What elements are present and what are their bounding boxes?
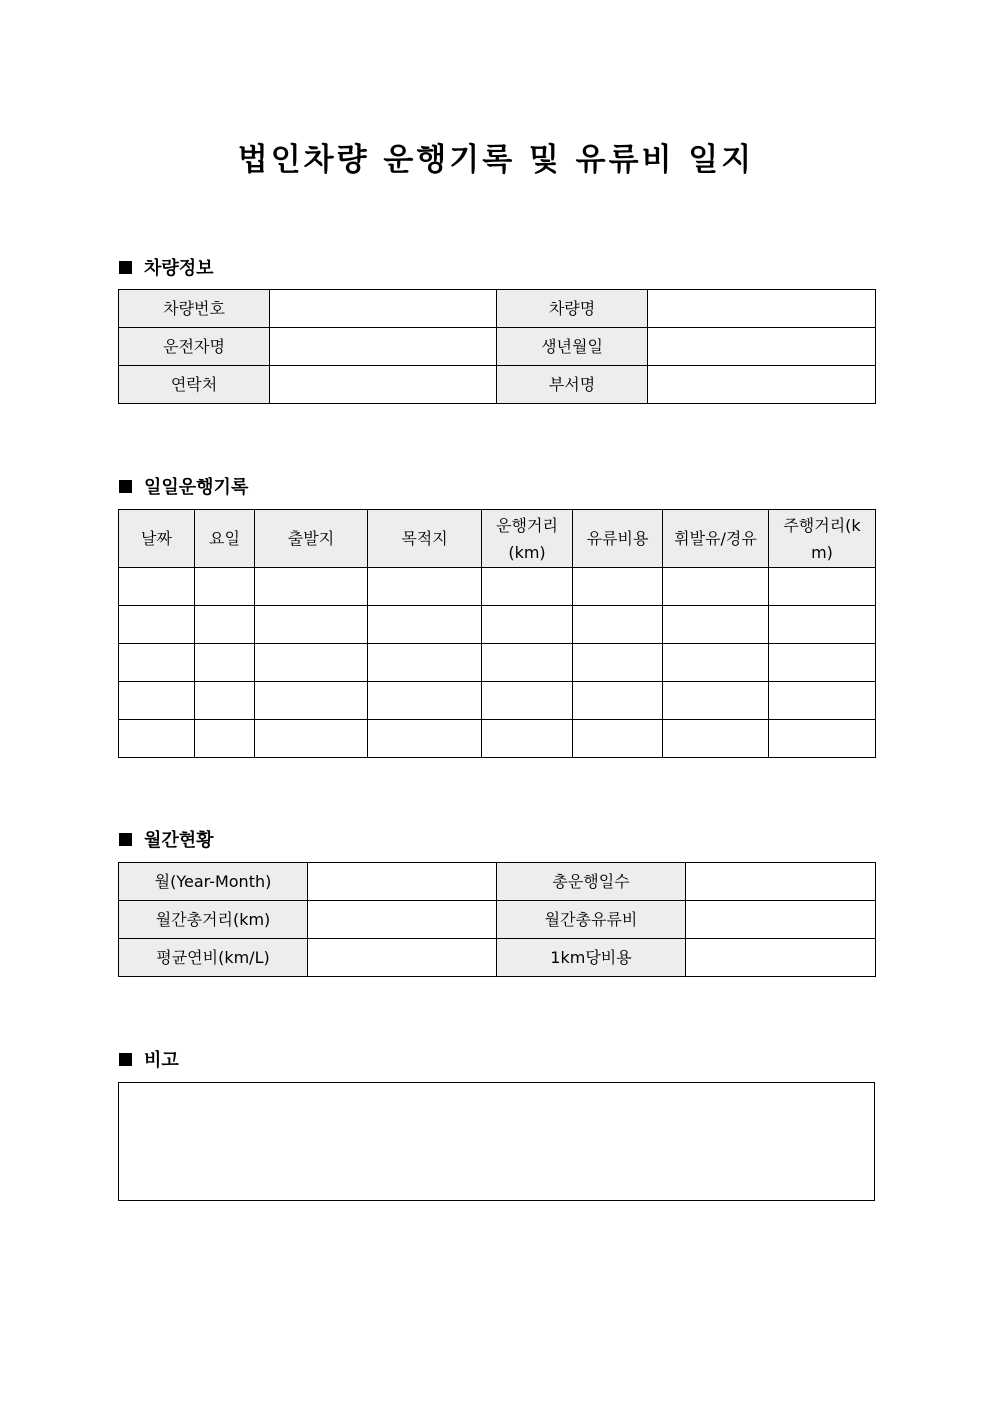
destination-cell[interactable] <box>368 682 482 720</box>
birthdate-label: 생년월일 <box>497 328 648 366</box>
table-header-row <box>119 510 876 568</box>
origin-cell[interactable] <box>255 682 368 720</box>
odometer-cell[interactable] <box>769 682 876 720</box>
department-label: 부서명 <box>497 366 648 404</box>
odometer-cell[interactable] <box>769 568 876 606</box>
col-trip-distance: 운행거리(km) <box>482 510 573 568</box>
table-row <box>119 863 876 901</box>
destination-cell[interactable] <box>368 720 482 758</box>
daily-log-heading <box>119 473 248 499</box>
col-date: 날짜 <box>119 510 195 568</box>
table-row <box>119 568 876 606</box>
vehicle-number-field[interactable] <box>270 290 497 328</box>
origin-cell[interactable] <box>255 720 368 758</box>
monthly-fuel-cost-label: 월간총유류비 <box>497 901 686 939</box>
fuel-cost-cell[interactable] <box>573 682 663 720</box>
table-row <box>119 682 876 720</box>
page-title: 법인차량 운행기록 및 유류비 일지 <box>237 142 755 178</box>
table-row <box>119 901 876 939</box>
monthly-heading <box>119 826 214 852</box>
origin-cell[interactable] <box>255 568 368 606</box>
destination-cell[interactable] <box>368 568 482 606</box>
weekday-cell[interactable] <box>195 644 255 682</box>
destination-cell[interactable] <box>368 606 482 644</box>
square-bullet-icon <box>119 833 132 846</box>
remarks-field[interactable] <box>118 1082 875 1201</box>
month-field[interactable] <box>308 863 497 901</box>
monthly-distance-label: 월간총거리(km) <box>119 901 308 939</box>
date-cell[interactable] <box>119 720 195 758</box>
department-field[interactable] <box>648 366 876 404</box>
fuel-type-cell[interactable] <box>663 644 769 682</box>
vehicle-number-label: 차량번호 <box>119 290 270 328</box>
fuel-type-cell[interactable] <box>663 720 769 758</box>
fuel-cost-cell[interactable] <box>573 568 663 606</box>
avg-efficiency-field[interactable] <box>308 939 497 977</box>
table-row <box>119 606 876 644</box>
weekday-cell[interactable] <box>195 606 255 644</box>
date-cell[interactable] <box>119 682 195 720</box>
monthly-table <box>118 862 876 977</box>
table-row <box>119 644 876 682</box>
vehicle-info-heading <box>119 254 214 280</box>
monthly-distance-field[interactable] <box>308 901 497 939</box>
origin-cell[interactable] <box>255 644 368 682</box>
table-row <box>119 720 876 758</box>
weekday-cell[interactable] <box>195 720 255 758</box>
date-cell[interactable] <box>119 568 195 606</box>
vehicle-name-field[interactable] <box>648 290 876 328</box>
trip-distance-cell[interactable] <box>482 720 573 758</box>
total-days-field[interactable] <box>686 863 876 901</box>
vehicle-name-label: 차량명 <box>497 290 648 328</box>
fuel-type-cell[interactable] <box>663 568 769 606</box>
remarks-heading-text: 비고 <box>144 1050 179 1071</box>
table-row <box>119 939 876 977</box>
col-weekday: 요일 <box>195 510 255 568</box>
driver-name-field[interactable] <box>270 328 497 366</box>
contact-label: 연락처 <box>119 366 270 404</box>
total-days-label: 총운행일수 <box>497 863 686 901</box>
col-fuel-type: 휘발유/경유 <box>663 510 769 568</box>
trip-distance-cell[interactable] <box>482 682 573 720</box>
date-cell[interactable] <box>119 606 195 644</box>
trip-distance-cell[interactable] <box>482 568 573 606</box>
monthly-heading-text: 월간현황 <box>144 830 214 851</box>
table-row <box>119 328 876 366</box>
month-label: 월(Year-Month) <box>119 863 308 901</box>
square-bullet-icon <box>119 480 132 493</box>
destination-cell[interactable] <box>368 644 482 682</box>
daily-log-table <box>118 509 876 758</box>
driver-name-label: 운전자명 <box>119 328 270 366</box>
monthly-fuel-cost-field[interactable] <box>686 901 876 939</box>
weekday-cell[interactable] <box>195 682 255 720</box>
square-bullet-icon <box>119 261 132 274</box>
vehicle-info-heading-text: 차량정보 <box>144 258 214 279</box>
table-row <box>119 290 876 328</box>
cost-per-km-field[interactable] <box>686 939 876 977</box>
table-row <box>119 366 876 404</box>
trip-distance-cell[interactable] <box>482 606 573 644</box>
fuel-cost-cell[interactable] <box>573 606 663 644</box>
odometer-cell[interactable] <box>769 606 876 644</box>
daily-log-heading-text: 일일운행기록 <box>144 477 249 498</box>
col-destination: 목적지 <box>368 510 482 568</box>
fuel-cost-cell[interactable] <box>573 644 663 682</box>
date-cell[interactable] <box>119 644 195 682</box>
odometer-cell[interactable] <box>769 644 876 682</box>
weekday-cell[interactable] <box>195 568 255 606</box>
square-bullet-icon <box>119 1053 132 1066</box>
odometer-cell[interactable] <box>769 720 876 758</box>
remarks-heading <box>119 1046 179 1072</box>
vehicle-info-table <box>118 289 876 404</box>
col-odometer: 주행거리(km) <box>769 510 876 568</box>
fuel-type-cell[interactable] <box>663 606 769 644</box>
cost-per-km-label: 1km당비용 <box>497 939 686 977</box>
fuel-cost-cell[interactable] <box>573 720 663 758</box>
trip-distance-cell[interactable] <box>482 644 573 682</box>
col-fuel-cost: 유류비용 <box>573 510 663 568</box>
origin-cell[interactable] <box>255 606 368 644</box>
col-origin: 출발지 <box>255 510 368 568</box>
fuel-type-cell[interactable] <box>663 682 769 720</box>
contact-field[interactable] <box>270 366 497 404</box>
avg-efficiency-label: 평균연비(km/L) <box>119 939 308 977</box>
birthdate-field[interactable] <box>648 328 876 366</box>
